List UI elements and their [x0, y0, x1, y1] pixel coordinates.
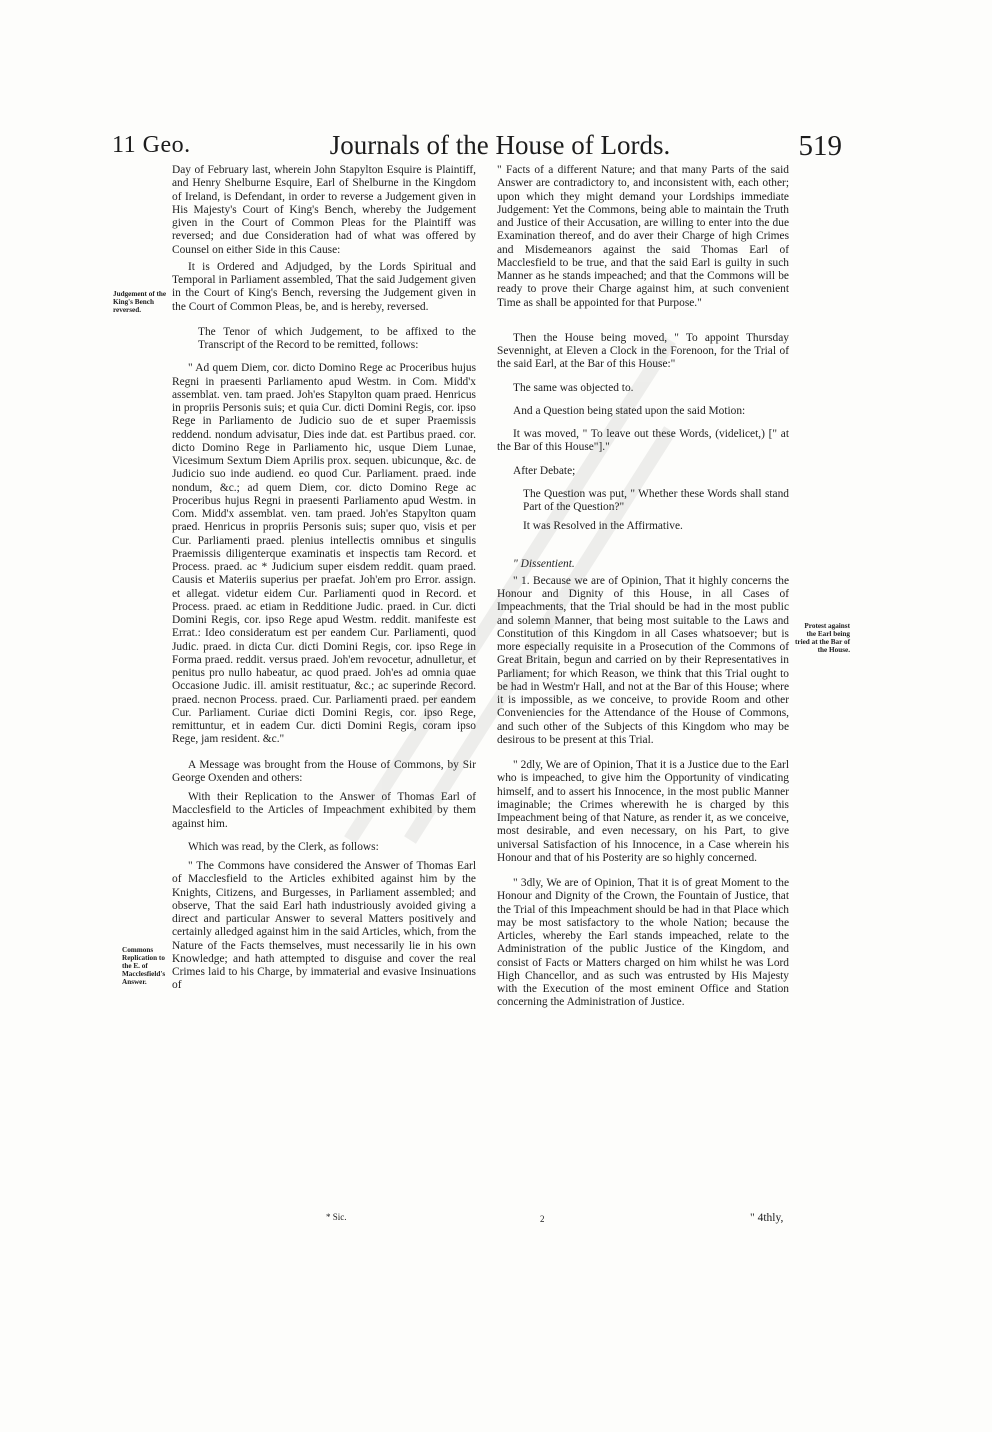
- protest-reason-2: " 2dly, We are of Opinion, That it is a Justice due to the Earl who is impeached, to give him the Opportunity of vindicating himself, and to assert his Innocence, in the most public Manner imaginable; the Crimes wherewith he is charged by this Impeachment being of that Nature, as render it, as we conceive, most desirable, and even necessary, on his Part, to give universal Satisfaction of his Innocence, in a Case wherein his Honour and that of his Posterity are so highly concerned.: [497, 759, 789, 864]
- replication-paragraph: " The Commons have considered the Answer of Thomas Earl of Macclesfield to the Articles exhibited against him by the Knights, Citizens, and Burgesses, in Parliament assembled; and observe, That the said Earl hath industriously avoided giving a direct and particular Answer to several Matters positively and certainly alledged against him in the said Articles, which, from the Nature of the Facts themselves, must necessarily lie in his own Knowledge; and hath attempted to disguise and cover the real Crimes laid to his Charge, by immaterial and evasive Insinuations of: [172, 860, 476, 992]
- catchword: " 4thly,: [750, 1212, 784, 1224]
- paragraph: It was Resolved in the Affirmative.: [523, 520, 683, 533]
- paragraph: The Question was put, " Whether these Words shall stand Part of the Question?": [523, 487, 789, 513]
- order-paragraph: It is Ordered and Adjudged, by the Lords Spiritual and Temporal in Parliament assembled, That the said Judgement given in the Court of King's Bench, reversing the Judgement given in the Court of Common Pleas, be, and is hereby, reversed.: [172, 260, 476, 313]
- paragraph: After Debate;: [513, 464, 576, 477]
- protest-reason-3: " 3dly, We are of Opinion, That it is of great Moment to the Honour and Dignity of the Crown, the Fountain of Justice, that the Trial of this Impeachment should be had in that Place which may be most satisfactory to the whole Nation; because the Articles, whereby the Earl stands impeached, relate to the Administration of the public Justice of the Kingdom, and consist of Facts or Matters charged on him whilst he was Lord High Chancellor, and as such was entrusted by His Majesty with the Execution of the most eminent Office and Station concerning the Administration of Justice.: [497, 877, 789, 1009]
- page-header: [0, 130, 992, 164]
- signature-mark: 2: [540, 1214, 545, 1224]
- journal-title: Journals of the House of Lords.: [329, 130, 671, 160]
- margin-note-judgement: Judgement of the King's Bench reversed.: [113, 290, 167, 314]
- paragraph: It was moved, " To leave out these Words, (videlicet,) [" at the Bar of this House"].": [497, 428, 789, 454]
- paragraph: Then the House being moved, " To appoint Thursday Sevennight, at Eleven a Clock in the Forenoon, for the Trial of the said Earl, at the Bar of this House:": [497, 331, 789, 371]
- paragraph: With their Replication to the Answer of Thomas Earl of Macclesfield to the Articles of Impeachment exhibited by them against him.: [172, 791, 476, 830]
- paragraph: And a Question being stated upon the said Motion:: [513, 404, 746, 417]
- latin-judgement-paragraph: " Ad quem Diem, cor. dicto Domino Rege ac Proceribus hujus Regni in praesenti Parliamento apud Westm. in Com. Midd'x assemblat. ven. tam praed. Joh'es Stapylton quam praed. Henricus in propriis Personis suis; et quia Cur. dicti Domini Regis, cor. ipso Rege in Parliamento de Judicio suo de et super Praemissis reddend. nondum advisatur, Dies inde dat. est Partibus praed. cor. dicto Domino Rege in Parliamento hic, usque Diem Lunae, Vicesimum Sextum Diem Aprilis prox. sequen. ubicunque, &c. de Judicio suo inde audiend. eo quod Cur. Parliament. praed. inde nondum, &c.; ad quem Diem, cor. dicto Domino Rege ac Proceribus hujus Regni in praesenti Parliamento apud Westm. in Com. Midd'x assemblat. ven. tam praed. Joh'es Stapylton quam praed. Henricus in propriis Personis suis; super quo, visis et per Cur. Parliamenti praed. plenius intellectis omnibus et singulis Praemissis diligenterque examinatis et inspectis tam Record. et Process. praed. ac * Judicium super eisdem reddit. quam praed. Causis et Materiis superius per praefat. Joh'em pro Error. assign. et allegat. videtur eidem Cur. Parliamenti quod in Record. et Process. praed. ac etiam in Redditione Judic. praed. in Cur. dicti Domini Regis, cor. ipso Rege apud Westm. reddit. manifeste est Errat.: Ideo consideratum est per eandem Cur. Parliamenti, quod Judic. praed. in dicta Cur. dicti Domini Regis, cor. ipso Rege in Forma praed. reddit. versus praed. Joh'em revocetur, adnulletur, et penitus pro nullo habeatur, ac quod praed. Joh'es ad omnia quae Occasione Judic. ill. amisit restituatur, &c.; ac superinde Record. praed. necnon Process. praed. Cur. Parliamenti praed. per eandem Cur. Parliament. Curiae dicti Domini Regis, cor. ipso Rege, remittuntur, et in eadem Cur. dicti Domini Regis, coram ipso Rege, jam resident. &c.": [172, 362, 476, 746]
- message-paragraph: A Message was brought from the House of Commons, by Sir George Oxenden and others:: [172, 758, 476, 784]
- page-number: 519: [798, 130, 842, 162]
- regnal-year: 11 Geo.: [112, 132, 191, 158]
- right-column: [497, 164, 789, 1010]
- paragraph: " Facts of a different Nature; and that many Parts of the said Answer are contradictory to, and inconsistent with, each other; upon which they might demand your Lordships immediate Judgement: Yet the Commons, being able to maintain the Truth and Justice of their Accusation, are willing to enter into the due Examination thereof, and do aver their Charge of high Crimes and Misdemeanors against the said Thomas Earl of Macclesfield to be true, and that the said Earl is guilty in such Manner as he stands impeached; and that the Commons will be ready to prove their Charge against him, at such convenient Time as shall be appointed for that Purpose.": [497, 164, 789, 309]
- margin-note-commons: Commons Replication to the E. of Macclesfield's Answer.: [122, 946, 166, 986]
- left-column: [172, 164, 476, 993]
- paragraph: Day of February last, wherein John Stapylton Esquire is Plaintiff, and Henry Shelburne Esquire, Earl of Shelburne in the Kingdom of Ireland, is Defendant, in order to reverse a Judgement given in His Majesty's Court of King's Bench, whereby the Judgement given in the Court of Common Pleas for the Plaintiff was reversed; and due Consideration had of what was offered by Counsel on either Side in this Cause:: [172, 164, 476, 256]
- paragraph: Which was read, by the Clerk, as follows:: [188, 840, 379, 853]
- protest-reason-1: " 1. Because we are of Opinion, That it highly concerns the Honour and Dignity of this House, in all Cases of Impeachments, that the Trial should be had in the most public and solemn Manner, that being most suitable to the Laws and Constitution of this Kingdom in all Cases whatsoever; but is more especially requisite in a Prosecution of the Commons of Great Britain, begun and carried on by their Representatives in Parliament; for which Reason, we think that this Trial ought to be had in Westm'r Hall, and not at the Bar of this House; where it is impossible, as we conceive, to provide Room and other Conveniencies for the Attendance of the House of Commons, and such other of the Subjects of this Kingdom who may be desirous to be present at this Trial.: [497, 574, 789, 746]
- paragraph: The same was objected to.: [513, 381, 634, 394]
- dissentient-heading: " Dissentient.: [513, 557, 575, 570]
- margin-note-protest: Protest against the Earl being tried at the Bar of the House.: [795, 622, 850, 654]
- footnote-sic: * Sic.: [326, 1212, 347, 1222]
- paragraph: The Tenor of which Judgement, to be affixed to the Transcript of the Record to be remitted, follows:: [198, 325, 476, 351]
